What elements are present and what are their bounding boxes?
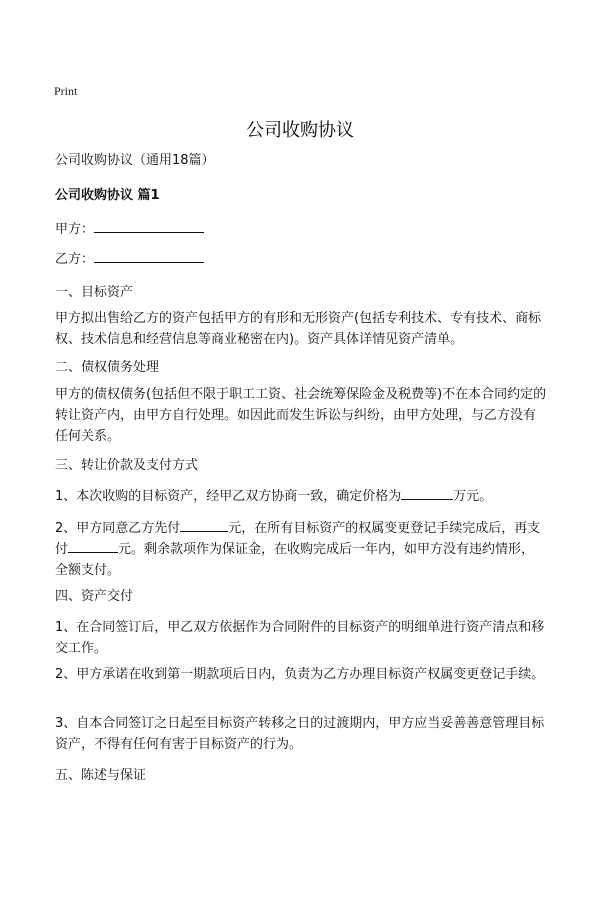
party-b-label: 乙方： xyxy=(55,252,95,267)
party-b-blank xyxy=(94,250,204,263)
first-payment-blank xyxy=(180,519,228,532)
section-4-title: 四、资产交付 xyxy=(55,589,134,604)
document-subtitle: 公司收购协议（通用18篇） xyxy=(55,153,215,168)
section-1-body: 甲方拟出售给乙方的资产包括甲方的有形和无形资产(包括专利技术、专有技术、商标权、技术信息和经营信息等商业秘密在内)。资产具体详情见资产清单。 xyxy=(55,311,542,347)
price-blank xyxy=(401,487,453,500)
section-3-item-2-text-b: 元，在所有目标资产的权属变更登记手续完成后，再支付 xyxy=(55,521,541,557)
section-1-title: 一、目标资产 xyxy=(55,285,134,300)
print-label: Print xyxy=(54,84,78,98)
section-3-title: 三、转让价款及支付方式 xyxy=(55,458,199,473)
party-a-blank xyxy=(94,220,204,233)
section-3-item-2-text-a: 2、甲方同意乙方先付 xyxy=(55,521,181,536)
section-2-title: 二、债权债务处理 xyxy=(55,360,160,375)
section-2-body: 甲方的债权债务(包括但不限于职工工资、社会统筹保险金及税费等)不在本合同约定的转让资产内，由甲方自行处理。如因此而发生诉讼与纠纷，由甲方处理，与乙方没有任何关系。 xyxy=(55,387,547,444)
section-3-item-1-text-a: 1、本次收购的目标资产，经甲乙双方协商一致，确定价格为 xyxy=(55,489,402,504)
section-4-item-1: 1、在合同签订后，甲乙双方依据作为合同附件的目标资产的明细单进行资产清点和移交工作。 xyxy=(55,620,545,656)
section-3-item-1-text-b: 万元。 xyxy=(453,489,493,504)
section-3-item-2-text-c: 元。剩余款项作为保证金，在收购完成后一年内，如甲方没有违约情形，全额支付。 xyxy=(55,542,535,578)
second-payment-blank xyxy=(68,540,118,553)
section-5-title: 五、陈述与保证 xyxy=(55,768,147,783)
section-4-item-2: 2、甲方承诺在收到第一期款项后日内，负责为乙方办理目标资产权属变更登记手续。 xyxy=(55,667,545,682)
section-3-item-1 xyxy=(55,486,547,507)
party-a-line xyxy=(55,219,547,240)
party-a-label: 甲方： xyxy=(55,222,95,237)
section-3-item-2 xyxy=(55,518,547,581)
section-heading: 公司收购协议 篇1 xyxy=(55,188,160,203)
document-title: 公司收购协议 xyxy=(246,120,354,141)
party-b-line xyxy=(55,249,547,270)
section-4-item-3: 3、自本合同签订之日起至目标资产转移之日的过渡期内，甲方应当妥善善意管理目标资产，不得有任何有害于目标资产的行为。 xyxy=(55,716,545,752)
